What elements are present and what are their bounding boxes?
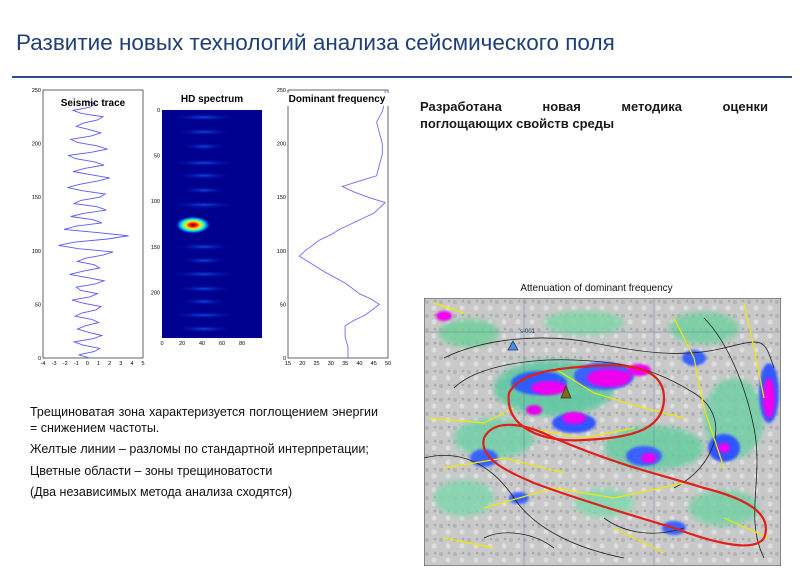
spec-xtick: 80 <box>238 341 246 347</box>
dom-ytick: 0 <box>282 356 286 362</box>
spec-ytick: 200 <box>150 290 160 297</box>
spec-ytick: 150 <box>150 244 160 251</box>
hd-spectrum-title: HD spectrum <box>180 94 244 105</box>
dom-xtick: 50 <box>384 361 392 367</box>
trace-ytick: 150 <box>31 195 41 202</box>
dom-ytick: 150 <box>276 195 286 202</box>
spectrum-band <box>174 325 234 332</box>
trace-ytick: 50 <box>34 302 41 309</box>
trace-xtick: -2 <box>62 361 68 367</box>
map-title: Attenuation of dominant frequency <box>520 283 673 294</box>
spec-xtick: 40 <box>198 341 206 347</box>
dom-xtick: 20 <box>299 361 306 367</box>
seismic-trace-chart <box>28 88 148 368</box>
method-line-2: поглощающих свойств среды <box>420 116 615 131</box>
method-description <box>420 98 768 132</box>
dom-ytick: 50 <box>279 302 286 309</box>
dom-xtick: 40 <box>356 361 363 367</box>
dominant-frequency-title: Dominant frequency <box>288 94 386 105</box>
spectrum-band <box>180 257 228 264</box>
note-colored-areas: Цветные области – зоны трещиноватости <box>30 463 273 478</box>
hd-spectrum-chart <box>150 88 270 368</box>
trace-ytick: 200 <box>31 141 41 148</box>
spec-ytick: 100 <box>150 199 160 206</box>
spectrum-band <box>168 159 240 166</box>
dom-xtick: 25 <box>313 361 320 367</box>
trace-xtick: 3 <box>119 361 123 367</box>
trace-xtick: -4 <box>40 361 46 367</box>
dom-xtick: 30 <box>327 361 334 367</box>
spec-ytick: 0 <box>156 108 160 114</box>
method-line-1: Разработана новая методика оценки <box>420 99 768 114</box>
trace-xtick: 2 <box>108 361 112 367</box>
trace-xtick: 1 <box>97 361 101 367</box>
trace-xtick: -1 <box>73 361 79 367</box>
spectrum-band <box>168 201 240 208</box>
note-yellow-lines: Желтые линии – разломы по стандартной интерпретации; <box>30 442 369 456</box>
notes-block <box>30 405 378 507</box>
spec-ytick: 50 <box>153 153 160 160</box>
spectrum-band <box>168 271 240 278</box>
spectrum-band <box>174 172 234 179</box>
note-methods-agree: (Два независимых метода анализа сходятся) <box>30 485 293 499</box>
trace-ytick: 250 <box>31 88 41 94</box>
dom-xtick: 15 <box>284 361 292 367</box>
note-fractured-zone: Трещиноватая зона характеризуется поглощением энергии = снижением частоты. <box>30 405 378 435</box>
trace-xtick: -3 <box>51 361 57 367</box>
trace-xtick: 5 <box>141 361 145 367</box>
spectrum-band <box>174 128 234 135</box>
spectrum-band <box>174 243 234 250</box>
spectrum-band <box>180 298 228 305</box>
dom-xtick: 45 <box>370 361 377 367</box>
dominant-frequency-chart <box>275 88 400 368</box>
spec-xtick: 60 <box>218 341 226 347</box>
svg-text:s-001: s-001 <box>520 329 536 335</box>
spectrum-band <box>180 187 228 194</box>
spec-xtick: 0 <box>160 341 164 347</box>
page-title: Развитие новых технологий анализа сейсмического поля <box>16 30 615 55</box>
title-divider <box>12 76 792 78</box>
dom-xtick: 35 <box>342 361 349 367</box>
spectrum-band <box>168 114 240 121</box>
spectrum-hotspot-peak <box>175 216 211 234</box>
spectrum-band <box>180 143 228 150</box>
spec-xtick: 20 <box>178 341 186 347</box>
trace-ytick: 100 <box>31 248 41 255</box>
trace-xtick: 0 <box>85 361 89 367</box>
dom-ytick: 200 <box>276 141 286 148</box>
attenuation-map <box>424 298 781 566</box>
dom-ytick: 250 <box>276 88 286 94</box>
dom-ytick: 100 <box>276 248 286 255</box>
spectrum-band <box>168 312 240 319</box>
trace-xtick: 4 <box>130 361 134 367</box>
trace-ytick: 0 <box>37 356 41 362</box>
spectrum-band <box>174 285 234 292</box>
seismic-trace-title: Seismic trace <box>60 98 126 109</box>
